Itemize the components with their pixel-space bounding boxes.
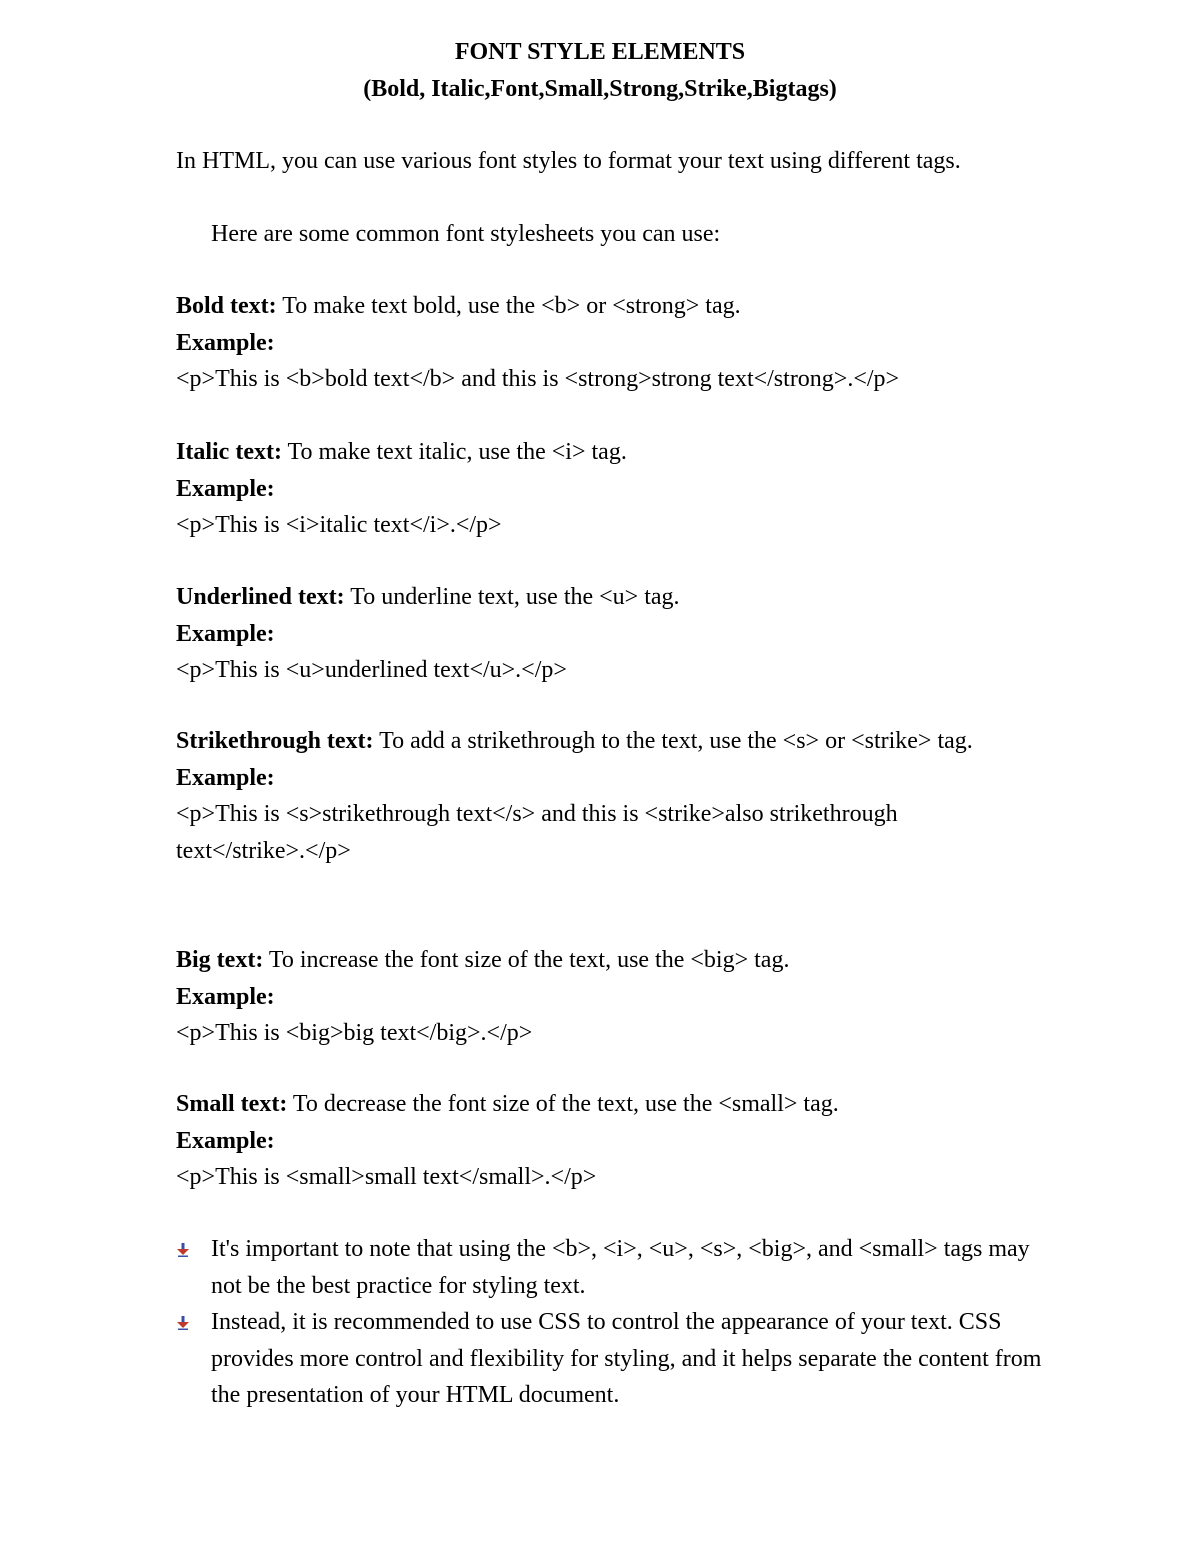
list-item: [176, 1304, 1056, 1414]
example-label: Example:: [176, 764, 275, 791]
arrow-down-icon: [176, 1316, 190, 1330]
example-code: <p>This is <small>small text</small>.</p>: [176, 1164, 597, 1190]
section-text: To underline text, use the <u> tag.: [344, 584, 680, 610]
section-label: Italic text:: [176, 439, 282, 465]
example-code: <p>This is <b>bold text</b> and this is <strong>strong text</strong>.</p>: [176, 366, 900, 392]
section-description: [140, 1086, 1060, 1123]
section-label: Bold text:: [176, 293, 277, 319]
page-subtitle: (Bold, Italic,Font,Small,Strong,Strike,Bigtags): [363, 76, 837, 102]
example-label: Example:: [176, 329, 275, 356]
note-text: Instead, it is recommended to use CSS to control the appearance of your text. CSS provides more control and flexibility for styling, and it helps separate the content from the presentation of your HTML document.: [211, 1309, 1042, 1408]
section-text: To make text bold, use the <b> or <strong> tag.: [276, 293, 741, 319]
section-small: [140, 1086, 1060, 1196]
intro-paragraph: In HTML, you can use various font styles to format your text using different tags.: [176, 148, 961, 174]
page-title: FONT STYLE ELEMENTS: [454, 39, 746, 65]
section-text: To decrease the font size of the text, use the <small> tag.: [287, 1091, 839, 1117]
example-label: Example:: [176, 475, 275, 502]
section-description: [140, 434, 1060, 471]
example-code: <p>This is <u>underlined text</u>.</p>: [176, 657, 567, 683]
section-italic: [140, 434, 1060, 544]
section-label: Small text:: [176, 1091, 288, 1117]
section-description: [140, 579, 1060, 616]
section-big: [140, 942, 1060, 1052]
note-text: It's important to note that using the <b>, <i>, <u>, <s>, <big>, and <small> tags may not be the best practice for styling text.: [211, 1236, 1030, 1299]
section-description: [140, 288, 1060, 325]
section-underlined: [140, 579, 1060, 689]
example-label: Example:: [176, 620, 275, 647]
example-code: <p>This is <i>italic text</i>.</p>: [176, 512, 502, 538]
section-text: To increase the font size of the text, use the <big> tag.: [263, 947, 790, 973]
section-text: To add a strikethrough to the text, use the <s> or <strike> tag.: [373, 728, 973, 754]
section-bold: [140, 288, 1060, 398]
section-text: To make text italic, use the <i> tag.: [281, 439, 627, 465]
notes-list: [176, 1231, 1056, 1414]
example-label: Example:: [176, 1127, 275, 1154]
intro-subparagraph: Here are some common font stylesheets you can use:: [211, 221, 721, 247]
example-code: <p>This is <big>big text</big>.</p>: [176, 1020, 533, 1046]
section-description: [140, 942, 1060, 979]
arrow-down-icon: [176, 1243, 190, 1257]
example-label: Example:: [176, 983, 275, 1010]
section-label: Underlined text:: [176, 584, 345, 610]
example-code: <p>This is <s>strikethrough text</s> and this is <strike>also strikethrough text</strike>.</p>: [176, 801, 898, 864]
section-description: [140, 723, 1060, 760]
list-item: [176, 1231, 1056, 1304]
section-label: Big text:: [176, 947, 264, 973]
section-label: Strikethrough text:: [176, 728, 374, 754]
section-strikethrough: [140, 723, 1060, 869]
